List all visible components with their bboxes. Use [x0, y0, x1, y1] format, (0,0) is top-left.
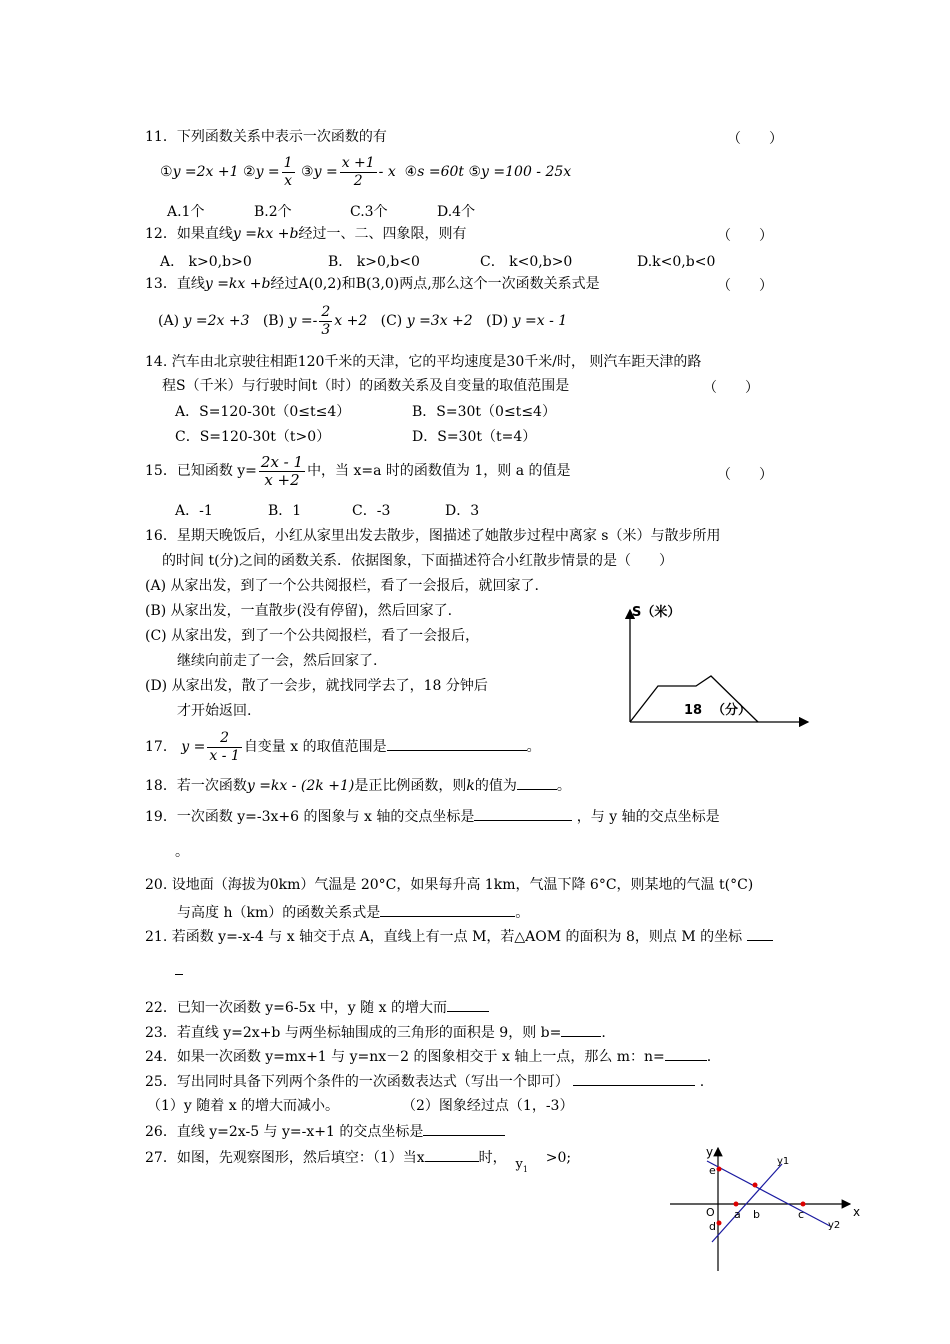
q22-text: 22．已知一次函数 y=6-5x 中，y 随 x 的增大而 [145, 1000, 447, 1016]
q15-pre: 15．已知函数 y= [145, 463, 257, 479]
q24-blank[interactable] [665, 1046, 707, 1061]
q11-f2-frac [282, 155, 295, 190]
q27-point-c [801, 1202, 806, 1207]
q14-option-a: A．S=120-30t（0≤t≤4） [175, 404, 351, 420]
q18-pre: 18．若一次函数 [145, 778, 247, 794]
q21-blank[interactable] [747, 926, 773, 941]
q13-answer-paren: （ ） [717, 278, 773, 294]
q27-blank[interactable] [425, 1147, 479, 1162]
q19-line2: 。 [175, 844, 189, 860]
q11-f4: s =60t [417, 164, 465, 180]
q27-line-y1 [712, 1164, 782, 1242]
q14-answer-paren: （ ） [703, 380, 759, 396]
q11-f3-tail: - x [378, 164, 396, 180]
q16-graph [600, 598, 820, 733]
q13-option-c-label: (C) [380, 313, 403, 329]
q27-origin-label: O [706, 1206, 715, 1219]
q20-text: 与高度 h（km）的函数关系式是 [177, 905, 381, 921]
q11-f4-label: ④ [404, 164, 418, 180]
q13-option-b-label: (B) [262, 313, 285, 329]
q26-stem [145, 1121, 505, 1141]
q12-option-d: D.k<0,b<0 [637, 254, 716, 270]
q17-frac [207, 730, 241, 765]
q11-f3-lhs: y = [313, 164, 338, 180]
q20-line1: 20. 设地面（海拔为0km）气温是 20°C，如果每升高 1km，气温下降 6°C，则某地的气温 t(°C) [145, 877, 754, 893]
q16-option-d2: 才开始返回. [177, 703, 252, 719]
q16-option-b: (B) 从家出发，一直散步(没有停留)，然后回家了. [145, 603, 453, 619]
q27-d-label: d [709, 1220, 716, 1233]
q15-post: 中，当 x=a 时的函数值为 1，则 a 的值是 [307, 463, 571, 479]
q22-blank[interactable] [447, 997, 489, 1012]
q12-stem [145, 225, 466, 243]
q13-ob-den: 3 [321, 321, 331, 338]
q17-den: x - 1 [209, 747, 240, 764]
q11-f1-label: ① [160, 164, 173, 180]
q11-stem: 11．下列函数关系中表示一次函数的有 [145, 129, 387, 145]
q17-num: 2 [207, 730, 241, 748]
q18-var: k [466, 778, 475, 794]
q17-stem [145, 727, 541, 767]
q13-post: 经过A(0,2)和B(3,0)两点,那么这个一次函数关系式是 [270, 276, 600, 292]
q17-post: 自变量 x 的取值范围是 [243, 739, 387, 755]
q19-text: 19．一次函数 y=-3x+6 的图象与 x 轴的交点坐标是 [145, 809, 475, 825]
q17-end: 。 [526, 739, 541, 755]
q21-line1 [145, 926, 773, 946]
q23-end: . [601, 1025, 606, 1041]
q27-point-a [734, 1202, 739, 1207]
q13-option-d-label: (D) [486, 313, 509, 329]
q19-blank-x[interactable] [474, 806, 572, 821]
q20-end: 。 [515, 905, 530, 921]
q21-blank-cont[interactable] [175, 960, 183, 975]
q14-option-c: C．S=120-30t（t>0） [175, 429, 331, 445]
q13-options [158, 300, 567, 342]
q12-pre: 12．如果直线 [145, 226, 233, 242]
q14-line1: 14. 汽车由北京驶往相距120千米的天津，它的平均速度是30千米/时， 则汽车距天津的路 [145, 354, 702, 370]
q27-mid: 时， [478, 1150, 507, 1166]
q11-f3-label: ③ [301, 164, 314, 180]
q24-text: 24．如果一次函数 y=mx+1 与 y=nx－2 的图象相交于 x 轴上一点，那么 m：n= [145, 1049, 665, 1065]
q12-post: 经过一、二、四象限，则有 [298, 226, 467, 242]
q27-stem [145, 1147, 571, 1173]
q17-pre: 17． [145, 739, 177, 755]
q13-pre: 13．直线 [145, 276, 205, 292]
q16-line1: 16．星期天晚饭后，小红从家里出发去散步，图描述了她散步过程中离家 s（米）与散步所用 [145, 528, 721, 544]
q27-point-intersection [753, 1183, 758, 1188]
q23-text: 23．若直线 y=2x+b 与两坐标轴围成的三角形的面积是 9，则 b= [145, 1025, 562, 1041]
q17-lhs: y = [181, 739, 206, 755]
q11-f2-den: x [284, 172, 293, 189]
q25-cond1: （1）y 随着 x 的增大而减小。 [147, 1098, 340, 1114]
q18-expr: y =kx - (2k +1) [246, 778, 355, 794]
q27-y1-label: y1 [777, 1156, 790, 1167]
q25-end: . [699, 1074, 705, 1090]
q15-answer-paren: （ ） [717, 467, 773, 483]
q18-stem [145, 775, 571, 795]
q25-text: 25．写出同时具备下列两个条件的一次函数表达式（写出一个即可） [145, 1074, 569, 1090]
q15-option-b: B．1 [268, 503, 302, 519]
q13-option-b-lhs: y =- [288, 313, 318, 329]
q13-option-a: y =2x +3 [183, 313, 250, 329]
q13-stem [145, 275, 600, 293]
q11-answer-paren: （ ） [727, 131, 783, 147]
q11-option-d: D.4个 [437, 204, 476, 220]
q11-f3-den: 2 [353, 172, 363, 189]
q16-y-label: S（米） [632, 605, 681, 620]
q13-option-d: y =x - 1 [512, 313, 568, 329]
q12-option-b: B． k>0,b<0 [328, 254, 420, 270]
q11-f2-label: ② [243, 164, 256, 180]
q20-blank[interactable] [380, 902, 515, 917]
q13-option-b-frac [319, 304, 332, 339]
q24-end: . [706, 1049, 712, 1065]
q18-post: 的值为 [474, 778, 517, 794]
q25-stem [145, 1071, 704, 1091]
q15-option-c: C．-3 [352, 503, 391, 519]
q27-text: 27．如图，先观察图形，然后填空：（1）当x [145, 1150, 425, 1166]
q20-line2 [177, 902, 529, 922]
q27-y-sub: 1 [522, 1164, 528, 1174]
q27-tail: >0; [545, 1150, 572, 1166]
q27-line-y2 [707, 1161, 830, 1226]
q24-stem [145, 1046, 711, 1066]
q16-option-a: (A) 从家出发，到了一个公共阅报栏，看了一会报后，就回家了. [145, 578, 539, 594]
q27-y: y [515, 1157, 523, 1172]
q15-frac [259, 454, 305, 489]
q25-cond2: （2）图象经过点（1，-3） [402, 1098, 574, 1114]
q23-blank[interactable] [561, 1022, 601, 1037]
q14-line2: 程S（千米）与行驶时间t（时）的函数关系及自变量的取值范围是 [162, 378, 570, 394]
q16-x-mark: 18 [684, 703, 703, 718]
q13-ob-num: 2 [321, 303, 331, 320]
q18-end: 。 [556, 778, 571, 794]
q11-f5-label: ⑤ [468, 164, 482, 180]
q15-option-d: D．3 [445, 503, 480, 519]
q11-option-b: B.2个 [254, 204, 292, 220]
q23-stem [145, 1022, 606, 1042]
q15-num: 2x - 1 [260, 452, 304, 471]
q19-mid: ，与 y 轴的交点坐标是 [576, 809, 720, 825]
q18-blank[interactable] [517, 775, 557, 790]
q11-f5: y =100 - 25x [481, 164, 572, 180]
q19-line1 [145, 806, 720, 826]
q11-f3-frac [340, 155, 377, 190]
q11-f3-num: x +1 [341, 154, 375, 171]
q27-e-label: e [709, 1164, 716, 1177]
q22-stem [145, 997, 489, 1017]
q16-option-c2: 继续向前走了一会，然后回家了. [177, 653, 378, 669]
q27-point-d [717, 1221, 722, 1226]
q15-option-a: A．-1 [175, 503, 213, 519]
q27-a-label: a [734, 1208, 741, 1221]
q27-x-label: x [853, 1205, 861, 1219]
q26-blank[interactable] [423, 1121, 505, 1136]
q11-option-a: A.1个 [167, 204, 205, 220]
q11-option-c: C.3个 [350, 204, 388, 220]
q27-c-label: c [798, 1208, 805, 1221]
q14-option-b: B．S=30t（0≤t≤4） [412, 404, 556, 420]
q17-blank[interactable] [387, 736, 527, 751]
q11-f1: y =2x +1 [172, 164, 239, 180]
q12-answer-paren: （ ） [717, 228, 773, 244]
q11-f2-lhs: y = [255, 164, 280, 180]
q16-line2: 的时间 t(分)之间的函数关系．依据图象，下面描述符合小红散步情景的是（ ） [162, 553, 673, 569]
q13-option-b-tail: x +2 [334, 313, 368, 329]
q27-graph [660, 1138, 870, 1278]
q18-mid: 是正比例函数，则 [354, 778, 467, 794]
q27-point-e [717, 1167, 722, 1172]
q16-option-d1: (D) 从家出发，散了一会步，就找同学去了，18 分钟后 [145, 678, 488, 694]
q12-option-a: A． k>0,b>0 [160, 254, 252, 270]
q11-f2-num: 1 [283, 154, 293, 171]
q11-formulas [160, 152, 571, 192]
q12-expr: y =kx +b [232, 226, 299, 242]
q27-b-label: b [753, 1208, 760, 1221]
q15-den: x +2 [264, 470, 300, 489]
q25-blank[interactable] [573, 1071, 695, 1086]
q16-option-c1: (C) 从家出发，到了一个公共阅报栏，看了一会报后， [145, 628, 480, 644]
q21-text: 21. 若函数 y=-x-4 与 x 轴交于点 A，直线上有一点 M，若△AOM 的面积为 8，则点 M 的坐标 [145, 929, 743, 945]
q27-y-label: y [706, 1145, 714, 1159]
q16-x-unit: （分） [712, 703, 752, 718]
q13-option-a-label: (A) [158, 313, 180, 329]
q14-option-d: D．S=30t（t=4） [412, 429, 537, 445]
q13-option-c: y =3x +2 [406, 313, 473, 329]
q26-text: 26．直线 y=2x-5 与 y=-x+1 的交点坐标是 [145, 1124, 424, 1140]
q15-stem [145, 448, 571, 494]
q12-option-c: C． k<0,b>0 [480, 254, 573, 270]
q13-expr: y =kx +b [204, 276, 271, 292]
q27-y2-label: y2 [828, 1220, 841, 1231]
